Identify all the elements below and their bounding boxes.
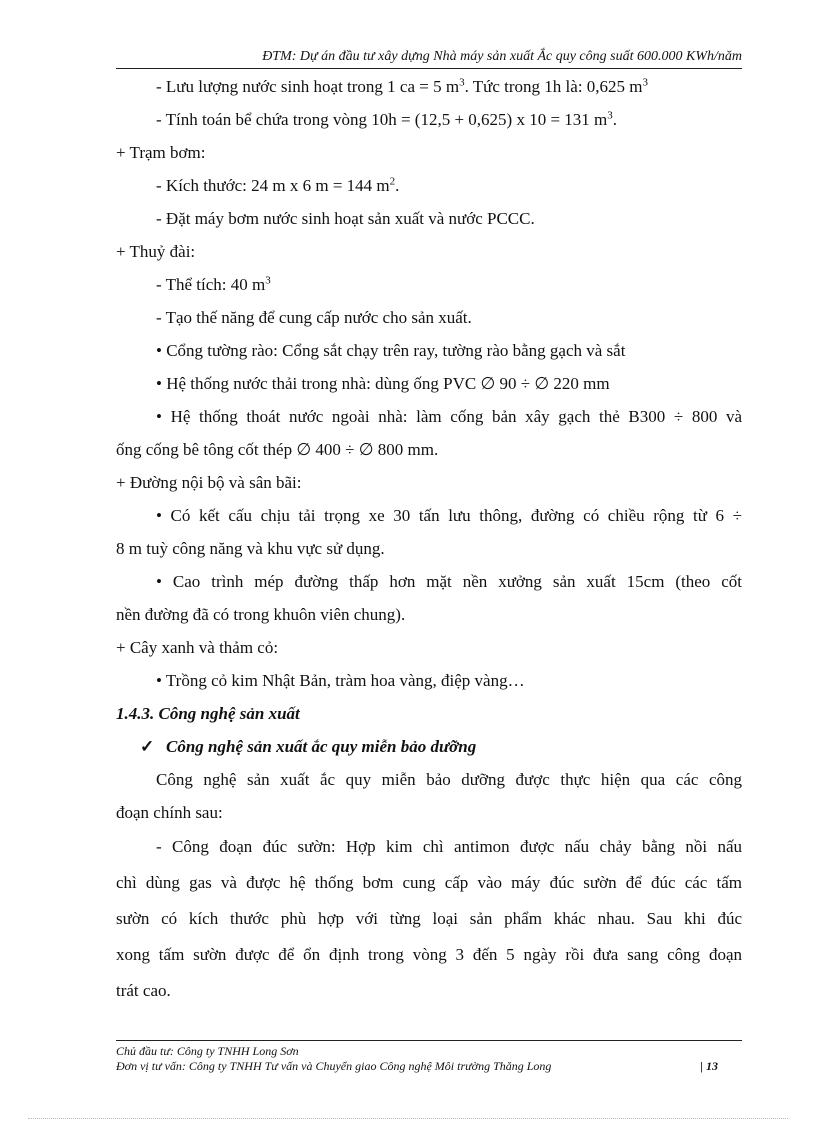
paragraph-line: xong tấm sườn được để ổn định trong vòng 3 đến 5 ngày rồi đưa sang công đoạn [116, 945, 742, 964]
footer-consultant-row [116, 1059, 742, 1074]
bullet-line: • Hệ thống nước thải trong nhà: dùng ống PVC ∅ 90 ÷ ∅ 220 mm [156, 374, 610, 393]
paragraph-line: 8 m tuỳ công năng và khu vực sử dụng. [116, 539, 385, 558]
section-item-pump-station: + Trạm bơm: [116, 143, 206, 162]
paragraph-line: - Lưu lượng nước sinh hoạt trong 1 ca = 5 $m^3$. Tức trong 1h là: 0,625 $m^3$ [156, 76, 649, 96]
paragraph-line: nền đường đã có trong khuôn viên chung). [116, 605, 406, 624]
paragraph-line: ống cống bê tông cốt thép ∅ 400 ÷ ∅ 800 mm. [116, 440, 439, 459]
footer-consultant: Đơn vị tư vấn: Công ty TNHH Tư vấn và Chuyển giao Công nghệ Môi trường Thăng Long [116, 1059, 552, 1073]
bullet-line: • Cổng tường rào: Cổng sắt chạy trên ray, tường rào bằng gạch và sắt [156, 341, 626, 360]
paragraph-line: - Thể tích: 40 $m^3$ [156, 274, 271, 294]
section-item-greenery: + Cây xanh và thảm cỏ: [116, 638, 279, 657]
paragraph-line: - Tạo thế năng để cung cấp nước cho sản xuất. [156, 308, 472, 327]
page-header [116, 48, 742, 69]
bullet-line: • Hệ thống thoát nước ngoài nhà: làm cống bản xây gạch thẻ B300 ÷ 800 và [156, 407, 742, 426]
paragraph-line: - Đặt máy bơm nước sinh hoạt sản xuất và nước PCCC. [156, 209, 535, 228]
paragraph-line: đoạn chính sau: [116, 803, 223, 822]
section-item-water-tower: + Thuỷ đài: [116, 242, 196, 261]
bullet-line: • Có kết cấu chịu tải trọng xe 30 tấn lưu thông, đường có chiều rộng từ 6 ÷ [156, 506, 742, 525]
subsection-heading: ✓ Công nghệ sản xuất ắc quy miễn bảo dưỡng [116, 730, 742, 763]
document-body [116, 70, 742, 1009]
page-footer [116, 1040, 742, 1074]
paragraph-line: chì dùng gas và được hệ thống bơm cung cấp vào máy đúc sườn để đúc các tấm [116, 873, 742, 892]
page-bottom-divider [28, 1118, 788, 1119]
paragraph-line: trát cao. [116, 981, 171, 1000]
bullet-line: • Trồng cỏ kim Nhật Bản, tràm hoa vàng, điệp vàng… [156, 671, 525, 690]
section-heading: 1.4.3. Công nghệ sản xuất [116, 704, 300, 723]
paragraph-line: Công nghệ sản xuất ắc quy miễn bảo dưỡng được thực hiện qua các công [156, 770, 742, 789]
paragraph-line: sườn có kích thước phù hợp với từng loại sản phẩm khác nhau. Sau khi đúc [116, 909, 742, 928]
footer-owner: Chủ đầu tư: Công ty TNHH Long Sơn [116, 1044, 299, 1058]
section-item-roads: + Đường nội bộ và sân bãi: [116, 473, 302, 492]
paragraph-line: - Kích thước: 24 m x 6 m = 144 $m^2$. [156, 175, 400, 195]
header-title: ĐTM: Dự án đầu tư xây dựng Nhà máy sản xuất Ắc quy công suất 600.000 KWh/năm [262, 49, 742, 64]
paragraph-line: - Tính toán bể chứa trong vòng 10h = (12,5 + 0,625) x 10 = 131 $m^3$. [156, 109, 618, 129]
checkmark-icon: ✓ [140, 737, 155, 756]
page-number: | 13 [700, 1059, 718, 1073]
bullet-line: • Cao trình mép đường thấp hơn mặt nền xưởng sản xuất 15cm (theo cốt [156, 572, 742, 591]
paragraph-line: - Công đoạn đúc sườn: Hợp kim chì antimon được nấu chảy bằng nồi nấu [156, 837, 742, 856]
